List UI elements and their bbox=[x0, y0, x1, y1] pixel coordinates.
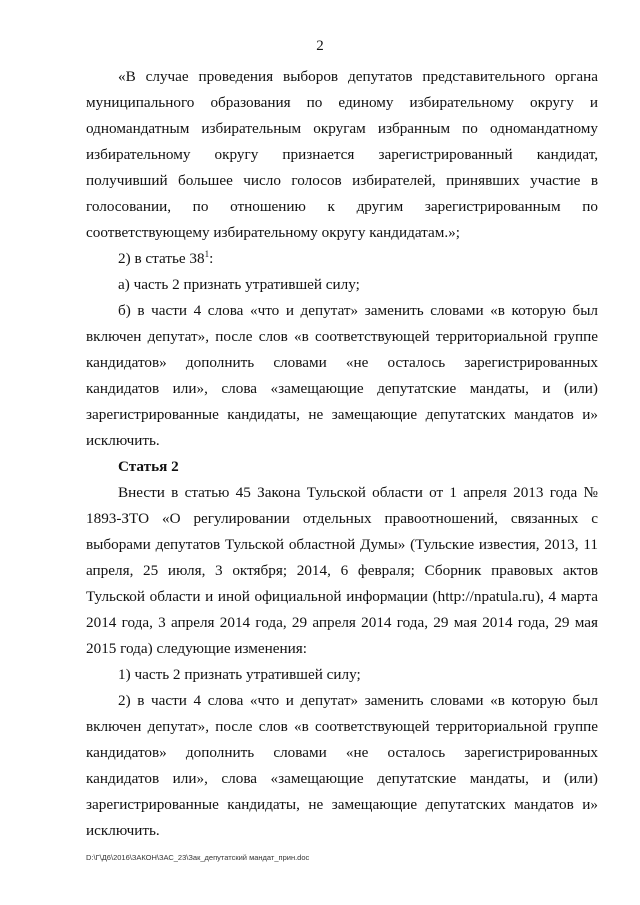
page-number: 2 bbox=[316, 38, 324, 54]
article-2-paragraph-3: 2) в части 4 слова «что и депутат» заменить словами «в которую был включен депутат», после слов «в соответствующей территориальной группе кандидатов» дополнить словами «не осталось зарегистрированных кандидатов или», слова «замещающие депутатские мандаты, и (или) зарегистрированные кандидаты, не замещающие депутатских мандатов и» исключить. bbox=[86, 692, 598, 839]
item-2-suffix: : bbox=[209, 250, 214, 267]
paragraph-item-2 bbox=[86, 246, 598, 272]
article-2-paragraph-2: 1) часть 2 признать утратившей силу; bbox=[118, 666, 361, 683]
file-path-footer: D:\Г\Д6\2016\ЗАКОН\ЗАС_23\Зак_депутатский мандат_прин.doc bbox=[86, 853, 310, 862]
superscript: 1 bbox=[204, 248, 210, 259]
article-2-paragraph-1: Внести в статью 45 Закона Тульской области от 1 апреля 2013 года № 1893-ЗТО «О регулировании отдельных правоотношений, связанных с выборами депутатов Тульской областной Думы» (Тульские известия, 2013, 11 апреля, 25 июля, 3 октября; 2014, 6 февраля; Сборник правовых актов Тульской области и иной официальной информации (http://npatula.ru), 4 марта 2014 года, 3 апреля 2014 года, 29 апреля 2014 года, 29 мая 2014 года, 29 мая 2015 года) следующие изменения: bbox=[86, 484, 598, 657]
item-2-text: 2) в статье 38 bbox=[118, 250, 205, 267]
paragraph-quote: «В случае проведения выборов депутатов представительного органа муниципального образования по единому избирательному округу и одномандатным избирательным округам избранным по одномандатному избирательному округу признается зарегистрированный кандидат, получивший большее число голосов избирателей, принявших участие в голосовании, по отношению к другим зарегистрированным по соответствующему избирательному округу кандидатам.»; bbox=[86, 68, 598, 241]
paragraph-item-a: а) часть 2 признать утратившей силу; bbox=[118, 276, 360, 293]
paragraph-item-b: б) в части 4 слова «что и депутат» заменить словами «в которую был включен депутат», после слов «в соответствующей территориальной группе кандидатов» дополнить словами «не осталось зарегистрированных кандидатов или», слова «замещающие депутатские мандаты, и (или) зарегистрированные кандидаты, не замещающие депутатских мандатов и» исключить. bbox=[86, 302, 598, 449]
document-body bbox=[86, 64, 598, 844]
article-heading: Статья 2 bbox=[118, 458, 179, 475]
